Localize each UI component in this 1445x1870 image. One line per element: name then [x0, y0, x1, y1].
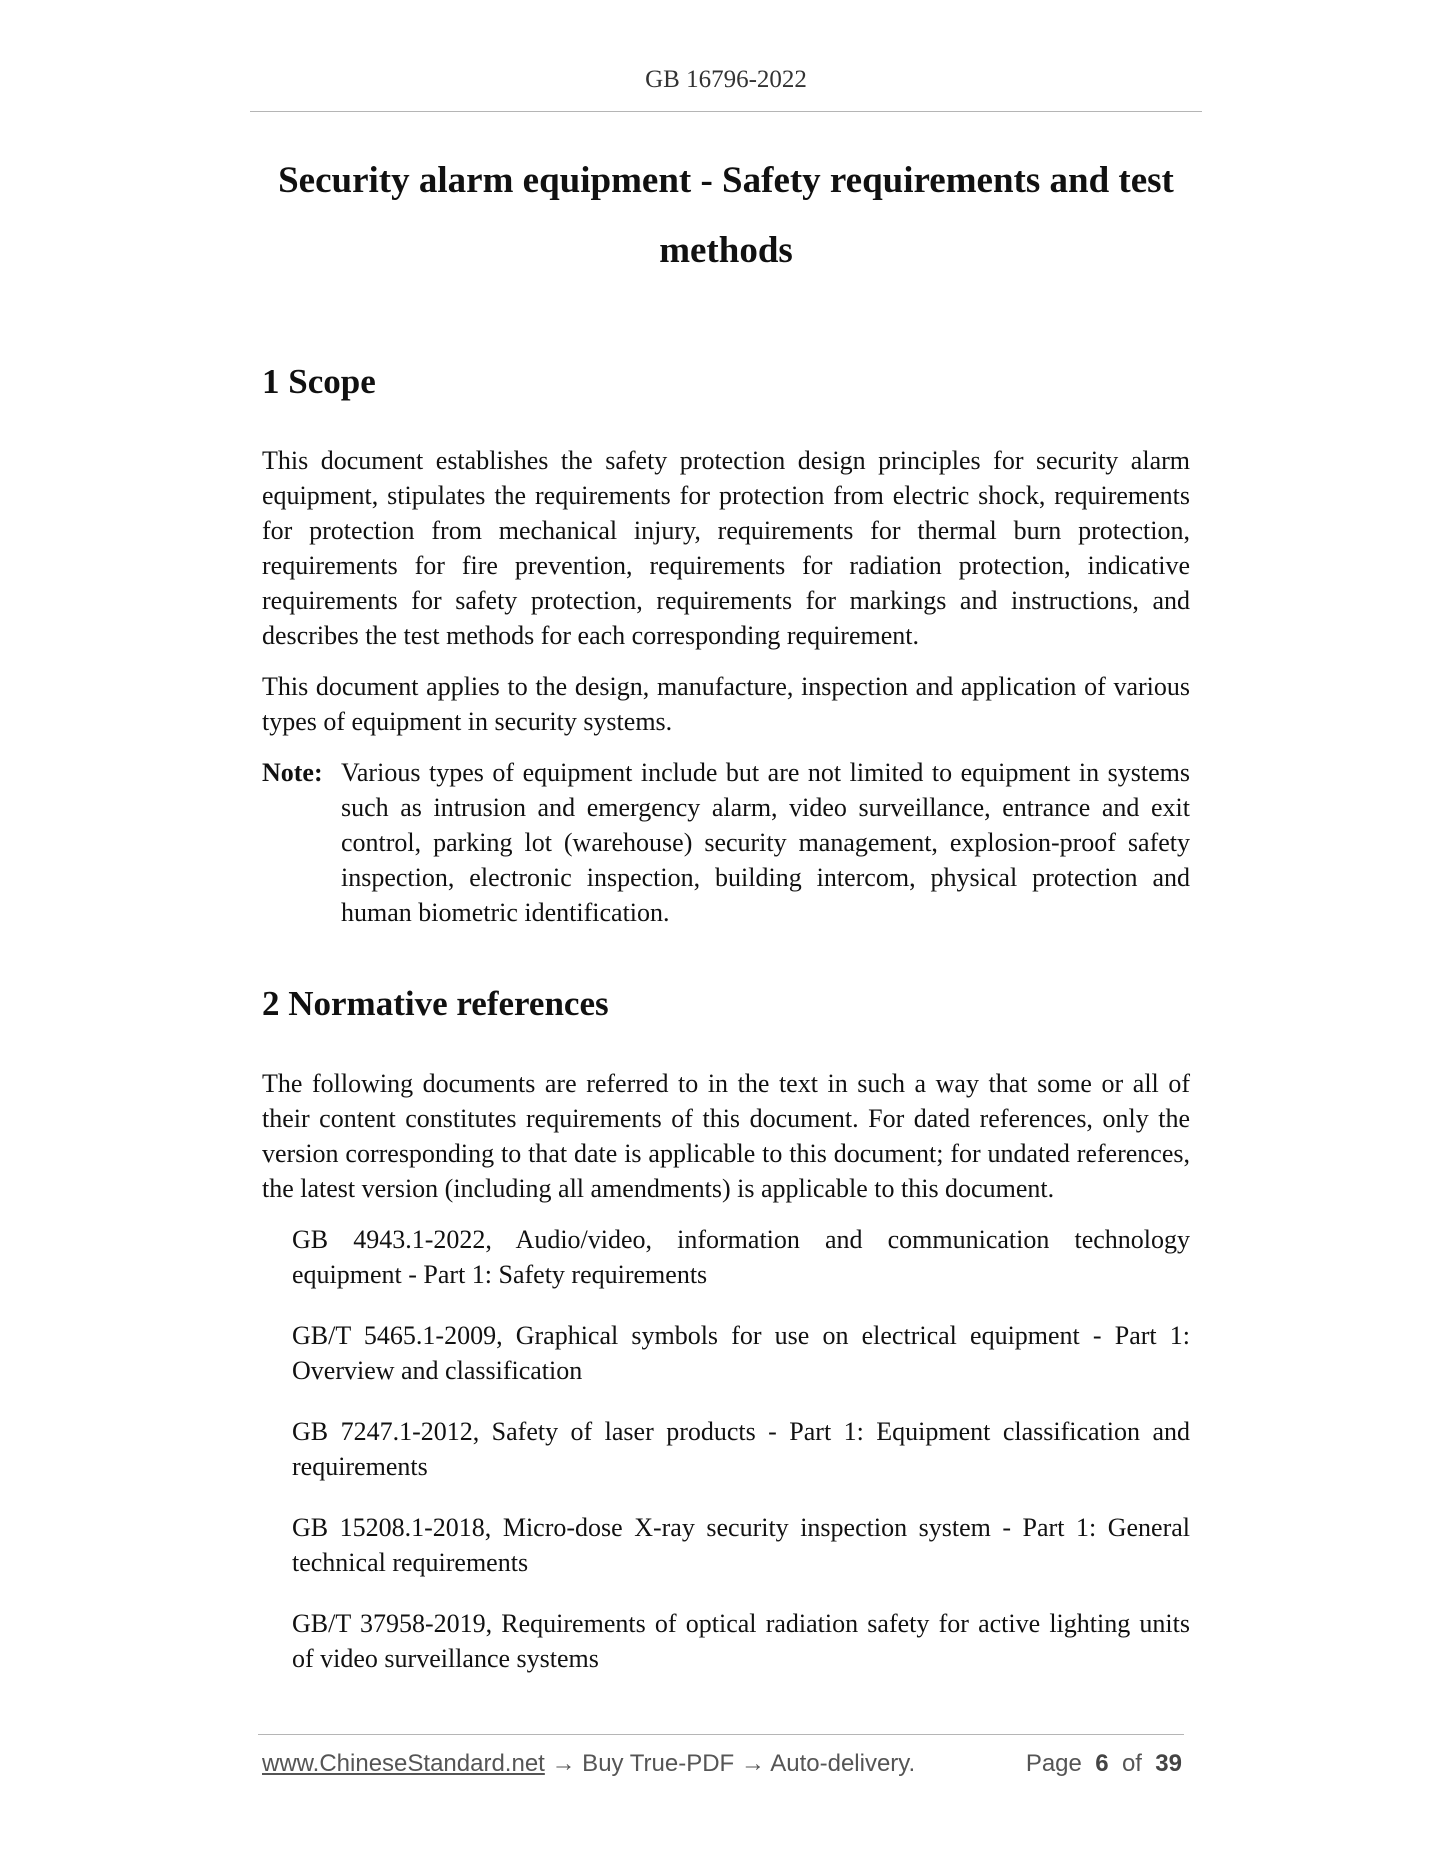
note-text: Various types of equipment include but are not limited to equipment in systems such as intrusion and emergency alarm, video surveillance, entrance and exit control, parking lot (warehouse) security management, explosion-proof safety inspection, electronic inspection, building intercom, physical protection and human biometric identification.: [341, 758, 1190, 927]
reference-item: GB 15208.1-2018, Micro-dose X-ray security inspection system - Part 1: General technical requirements: [292, 1513, 1190, 1577]
references-intro: The following documents are referred to in the text in such a way that some or all of their content constitutes requirements of this document. For dated references, only the version corresponding to that date is applicable to this document; for undated references, the latest version (including all amendments) is applicable to this document.: [262, 1069, 1190, 1203]
section-1-heading: 1 Scope: [262, 362, 376, 401]
section-2-heading: 2 Normative references: [262, 984, 609, 1023]
footer-rule: [258, 1734, 1184, 1735]
page-word: Page: [1025, 1750, 1082, 1777]
scope-paragraph-2: This document applies to the design, manufacture, inspection and application of various types of equipment in security systems.: [262, 672, 1190, 736]
title-line-2: methods: [659, 230, 793, 271]
scope-block: [262, 443, 1190, 930]
of-word: of: [1121, 1750, 1142, 1777]
title-line-1: Security alarm equipment - Safety requirements and test: [278, 160, 1174, 201]
scope-paragraph-1: This document establishes the safety protection design principles for security alarm equipment, stipulates the requirements for protection from electric shock, requirements for protection from mechanical injury, requirements for thermal burn protection, requirements for fire prevention, requirements for radiation protection, indicative requirements for safety protection, requirements for markings and instructions, and describes the test methods for each corresponding requirement.: [262, 446, 1190, 650]
page-footer: [262, 1750, 1182, 1784]
footer-promo: [262, 1750, 915, 1778]
running-header: GB 16796-2022: [645, 66, 807, 93]
page-indicator: [1026, 1750, 1182, 1778]
scope-note: [262, 755, 1190, 930]
reference-item: GB/T 5465.1-2009, Graphical symbols for use on electrical equipment - Part 1: Overview and classification: [292, 1321, 1190, 1385]
reference-item: GB/T 37958-2019, Requirements of optical radiation safety for active lighting units of video surveillance systems: [292, 1609, 1190, 1673]
current-page-number: 6: [1095, 1750, 1109, 1777]
reference-list: [262, 1222, 1190, 1676]
normative-references-block: [262, 1066, 1190, 1702]
footer-promo-text: → Buy True-PDF → Auto-delivery.: [544, 1750, 916, 1777]
note-label: Note:: [262, 758, 323, 787]
document-title: [262, 146, 1190, 286]
website-link[interactable]: www.ChineseStandard.net: [262, 1750, 545, 1777]
total-page-count: 39: [1155, 1750, 1182, 1777]
reference-item: GB 7247.1-2012, Safety of laser products - Part 1: Equipment classification and requirements: [292, 1417, 1190, 1481]
header-rule: [250, 111, 1202, 112]
reference-item: GB 4943.1-2022, Audio/video, information and communication technology equipment - Part 1: Safety requirements: [292, 1225, 1190, 1289]
